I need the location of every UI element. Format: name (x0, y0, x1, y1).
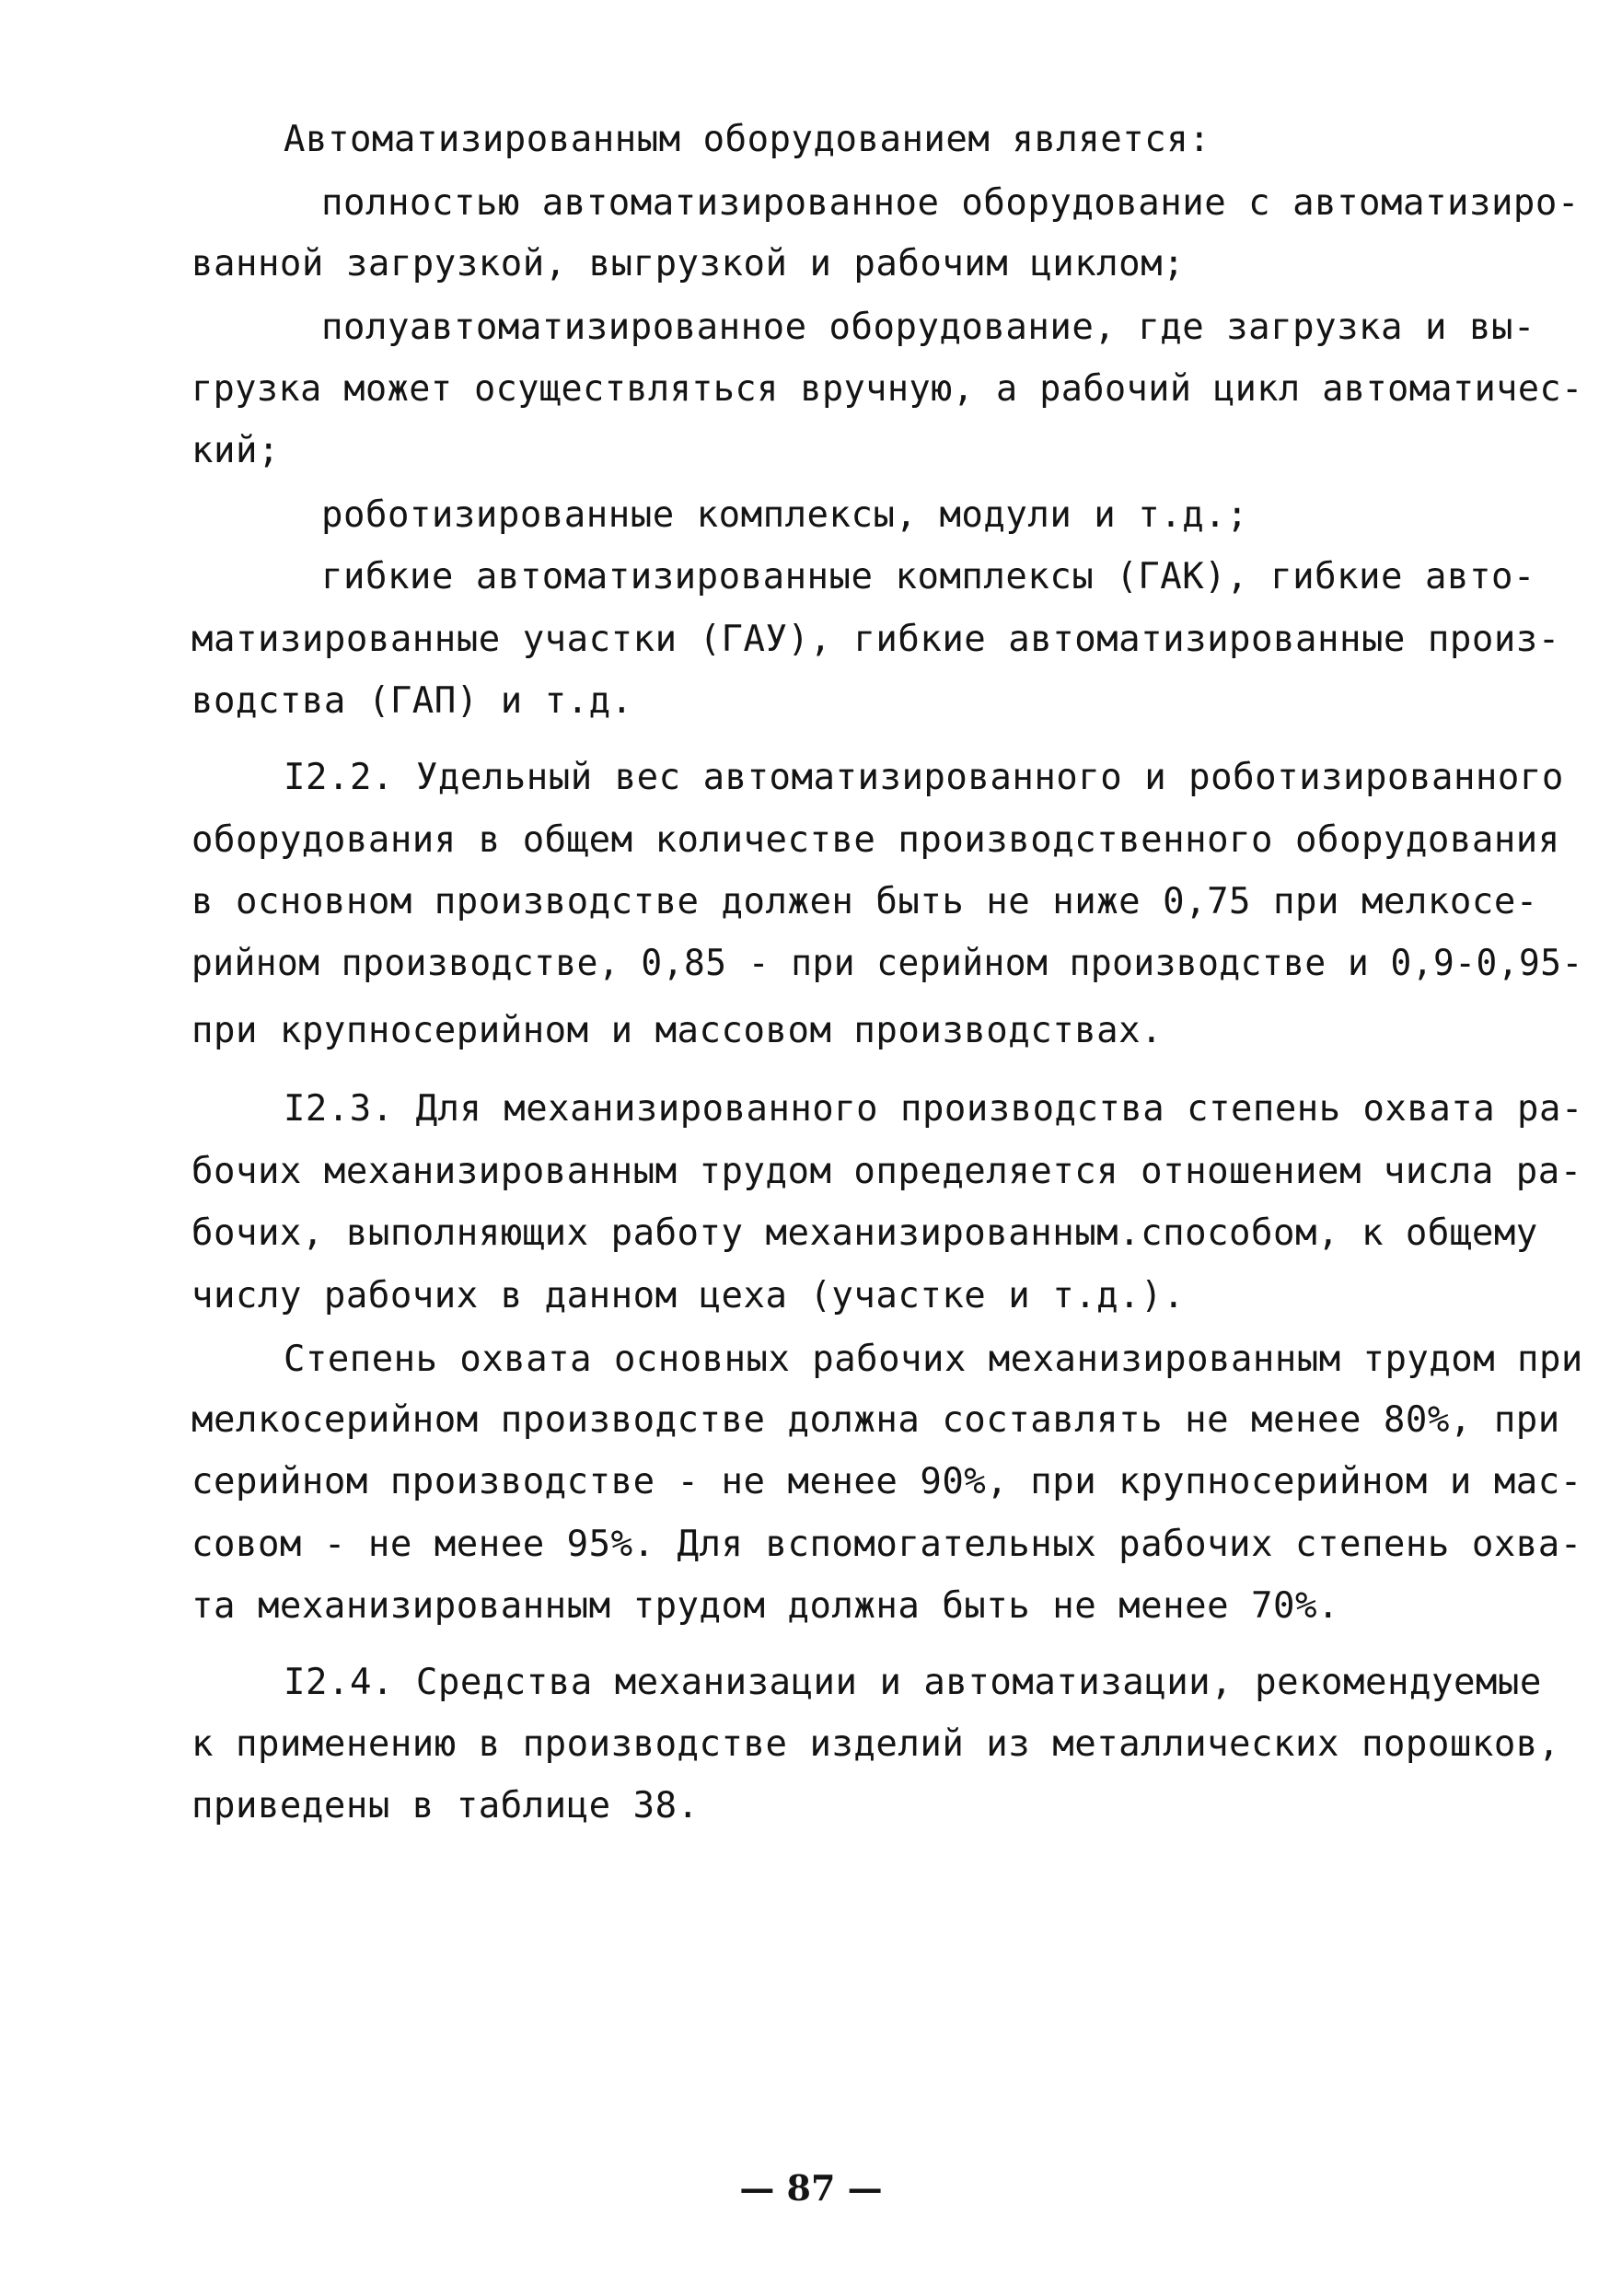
text-line: бочих, выполняющих работу механизированным.способом, к общему (191, 1212, 1538, 1254)
text-line: оборудования в общем количестве производственного оборудования (191, 819, 1560, 861)
text-line: серийном производстве - не менее 90%, при крупносерийном и мас- (191, 1461, 1582, 1502)
text-line: грузка может осуществляться вручную, а рабочий цикл автоматичес- (191, 368, 1583, 410)
text-line: кий; (191, 430, 280, 471)
text-line: I2.2. Удельный вес автоматизированного и роботизированного (284, 757, 1564, 798)
text-line: мелкосерийном производстве должна составлять не менее 80%, при (191, 1399, 1560, 1441)
text-line: I2.4. Средства механизации и автоматизации, рекомендуемые (284, 1662, 1542, 1703)
text-line: бочих механизированным трудом определяется отношением числа ра- (191, 1151, 1582, 1192)
text-line: приведены в таблице 38. (191, 1785, 700, 1826)
text-line: совом - не менее 95%. Для вспомогательных рабочих степень охва- (191, 1524, 1582, 1565)
page-number: — 87 — (739, 2167, 883, 2209)
text-line: полуавтоматизированное оборудование, где загрузка и вы- (321, 307, 1535, 348)
text-line: при крупносерийном и массовом производствах. (191, 1010, 1164, 1051)
text-line: та механизированным трудом должна быть не менее 70%. (191, 1585, 1339, 1627)
text-line: роботизированные комплексы, модули и т.д.; (321, 494, 1249, 536)
text-line: Степень охвата основных рабочих механизированным трудом при (284, 1339, 1583, 1380)
text-line: водства (ГАП) и т.д. (191, 680, 633, 722)
text-line: матизированные участки (ГАУ), гибкие автоматизированные произ- (191, 619, 1560, 660)
text-line: к применению в производстве изделий из металлических порошков, (191, 1723, 1560, 1765)
text-line: полностью автоматизированное оборудование с автоматизиро- (321, 182, 1580, 224)
text-line: числу рабочих в данном цеха (участке и т.д.). (191, 1275, 1186, 1316)
text-line: ванной загрузкой, выгрузкой и рабочим циклом; (191, 243, 1186, 284)
text-line: Автоматизированным оборудованием является: (284, 119, 1211, 160)
text-line: в основном производстве должен быть не ниже 0,75 при мелкосе- (191, 881, 1538, 922)
text-line: гибкие автоматизированные комплексы (ГАК), гибкие авто- (321, 556, 1535, 597)
text-line: рийном производстве, 0,85 - при серийном производстве и 0,9-0,95- (191, 943, 1583, 984)
text-line: I2.3. Для механизированного производства степень охвата ра- (284, 1088, 1583, 1130)
